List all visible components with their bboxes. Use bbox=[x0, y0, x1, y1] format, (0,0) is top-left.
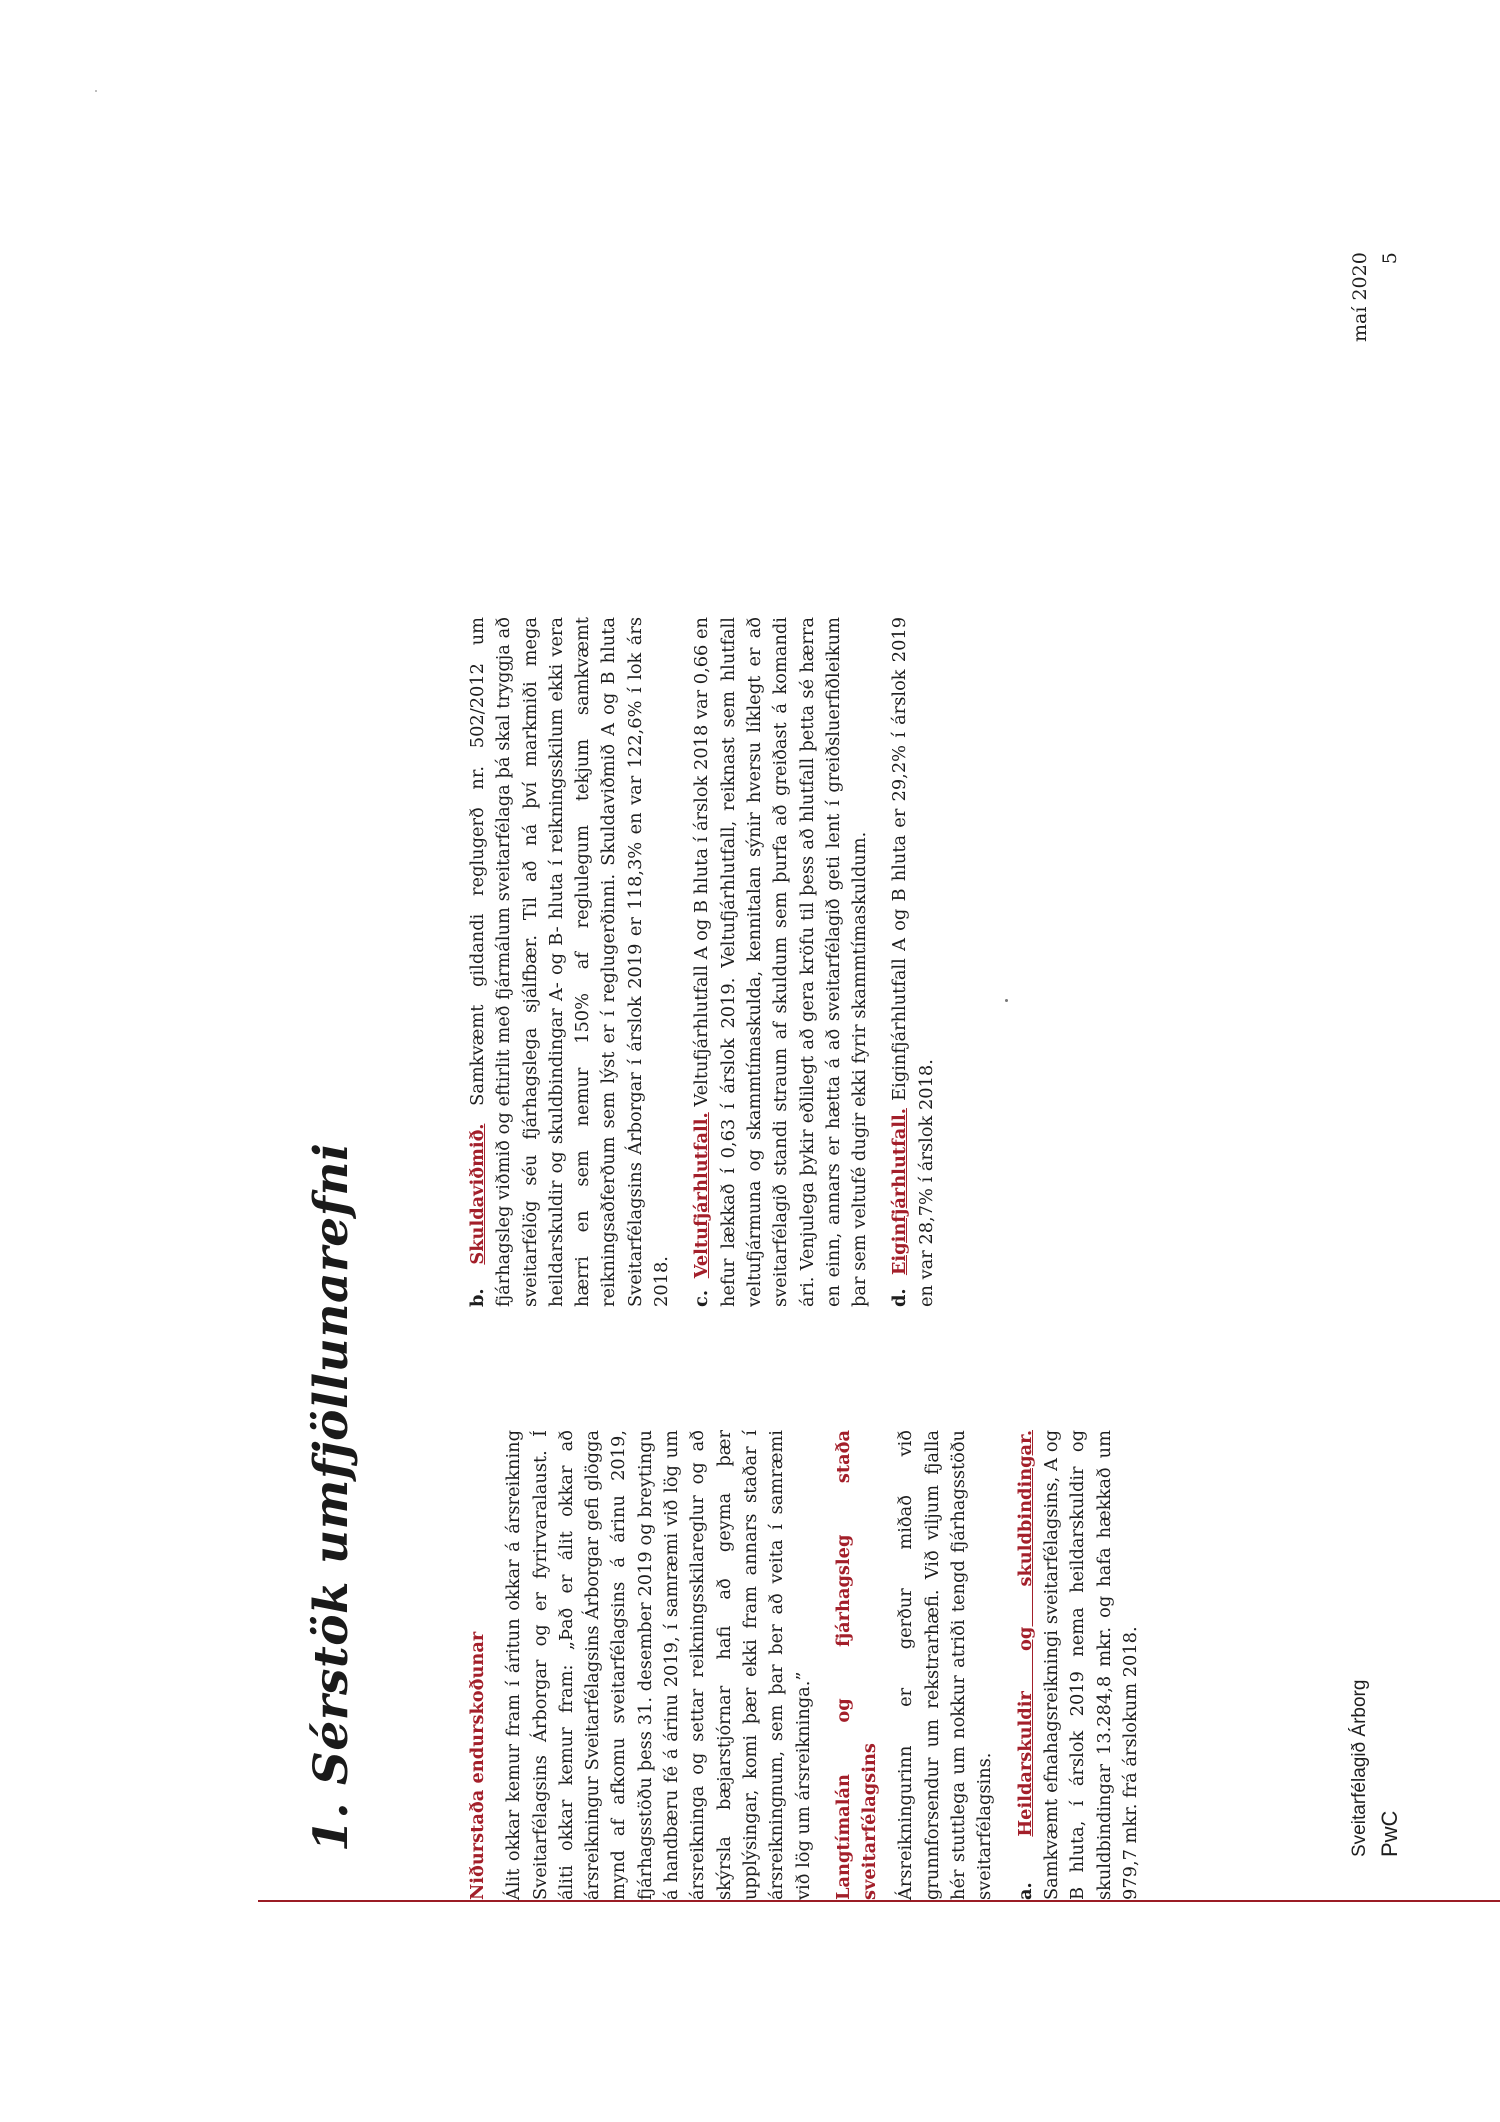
item-a-text: Samkvæmt efnahagsreikningi sveitarfélagsins, A og B hluta, í árslok 2019 nema heildarskuldir og skuldbindingar 13.284,8 mkr. og hafa hækkað um 979,7 mkr. frá árslokum 2018. bbox=[1040, 1430, 1141, 1900]
item-b-text: Samkvæmt gildandi reglugerð nr. 502/2012 um fjárhagsleg viðmið og eftirlit með fjármálum sveitarfélaga þá skal tryggja að sveitarfélög séu fjárhagslega sjálfbær. Til að ná því markmiði mega heildarskuldir og skuldbindingar A- og B- hluta í reikningsskilum ekki vera hærri en sem nemur 150% af reglulegum tekjum samkvæmt reikningsaðferðum sem lýst er í reglugerðinni. Skuldaviðmið A og B hluta Sveitarfélagsins Árborgar í árslok 2019 er 118,3% en var 122,6% í lok árs 2018. bbox=[467, 616, 673, 1307]
footer-date: maí 2020 bbox=[1349, 252, 1371, 342]
item-c-title: Veltufjárhlutfall. bbox=[691, 1112, 713, 1279]
item-d bbox=[887, 617, 940, 1307]
item-a-title: Heildarskuldir og skuldbindingar. bbox=[1014, 1429, 1036, 1837]
item-b-label: b. bbox=[467, 1288, 488, 1307]
footer-right bbox=[1345, 252, 1405, 342]
title-rule-vertical bbox=[258, 1900, 1500, 1902]
scan-speck bbox=[1005, 999, 1008, 1002]
item-c-text: Veltufjárhlutfall A og B hluta í árslok 2018 var 0,66 en hefur lækkað í 0,63 í árslok 2019. Veltufjárhlutfall, reiknast sem hlutfall veltufjármuna og skammtímaskulda, kennitalan sýnir hversu líklegt er að sveitarfélagið standi straum af skuldum sem þurfa að greiðast á komandi ári. Venjulega þykir eðlilegt að gera kröfu til þess að hlutfall þetta sé hærra en einn, annars er hætta á að sveitarfélagið geti lent í greiðsluerfiðleikum þar sem veltufé dugir ekki fyrir skammtímaskuldum. bbox=[691, 617, 871, 1307]
footer-org: Sveitarfélagið Árborg bbox=[1349, 1679, 1370, 1857]
right-column bbox=[465, 617, 954, 1307]
item-c-label: c. bbox=[691, 1289, 713, 1307]
page-number: 5 bbox=[1379, 252, 1401, 265]
item-c bbox=[689, 617, 873, 1307]
footer-firm: PwC bbox=[1377, 1810, 1402, 1857]
section-heading-nidurstada: Niðurstaða endurskoðunar bbox=[467, 1631, 488, 1900]
left-column bbox=[465, 1430, 1158, 1900]
footer-left bbox=[1345, 1680, 1405, 1857]
item-b-title: Skuldaviðmið. bbox=[467, 1123, 488, 1265]
section-heading-langtimalan: Langtímalán og fjárhagsleg staða sveitarfélagsins bbox=[832, 1430, 881, 1900]
section-body-langtimalan: Ársreikningurinn er gerður miðað við grunnforsendur um rekstrarhæfi. Við viljum fjalla hér stuttlega um nokkur atriði tengd fjárhagsstöðu sveitarfélagsins. bbox=[895, 1430, 996, 1900]
item-a-label: a. bbox=[1014, 1882, 1036, 1900]
item-a bbox=[1013, 1430, 1144, 1900]
scan-speck bbox=[95, 90, 97, 92]
page-title: 1. Sérstök umfjöllunarefni bbox=[304, 1142, 359, 1852]
item-d-text: Eiginfjárhlutfall A og B hluta er 29,2% í árslok 2019 en var 28,7% í árslok 2018. bbox=[889, 616, 937, 1307]
section-body-nidurstada: Álit okkar kemur fram í áritun okkar á ársreikning Sveitarfélagsins Árborgar og er fyrirvaralaust. Í áliti okkar kemur fram: „Það er álit okkar að ársreikningur Sveitarfélagsins Árborgar gefi glögga mynd af afkomu sveitarfélagsins á árinu 2019, fjárhagsstöðu þess 31. desember 2019 og breytingu á handbæru fé á árinu 2019, í samræmi við lög um ársreikninga og settar reikningsskilareglur og að skýrsla bæjarstjórnar hafi að geyma þær upplýsingar, komi þær ekki fram annars staðar í ársreikningnum, sem þar ber að veita í samræmi við lög um ársreikninga.” bbox=[503, 1430, 814, 1900]
item-d-label: d. bbox=[889, 1288, 911, 1307]
item-b bbox=[465, 617, 675, 1307]
item-d-title: Eiginfjárhlutfall. bbox=[889, 1108, 911, 1276]
